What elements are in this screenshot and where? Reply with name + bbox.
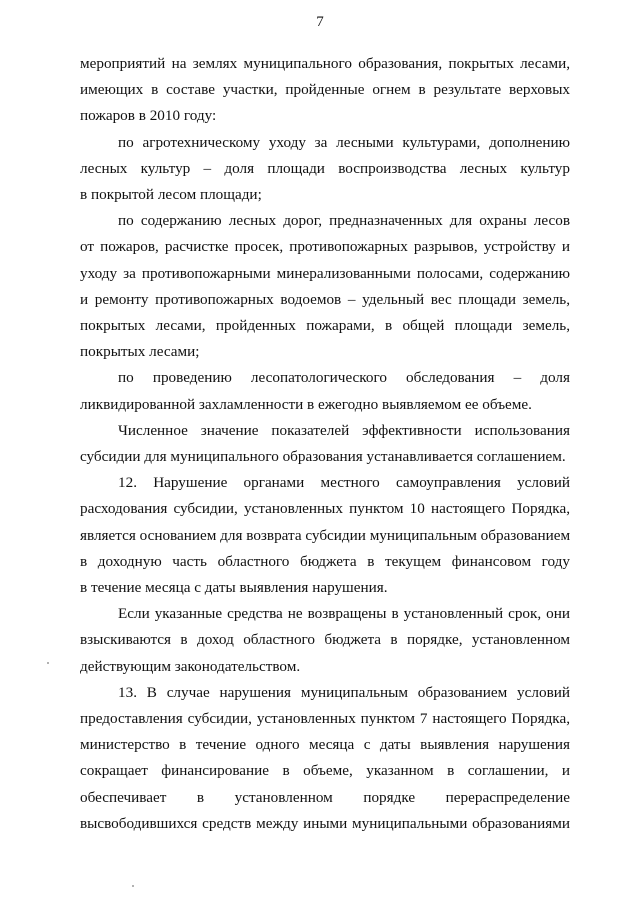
text-line: уходу за противопожарными минерализованными полосами, содержанию — [80, 264, 570, 282]
text-line: покрытых лесами, пройденных пожарами, в общей площади земель, — [80, 317, 570, 335]
text-line: по содержанию лесных дорог, предназначенных для охраны лесов — [118, 212, 570, 230]
text-line: и ремонту противопожарных водоемов – удельный вес площади земель, — [80, 290, 570, 308]
text-line: Численное значение показателей эффективности использования — [118, 421, 570, 439]
text-line: субсидии для муниципального образования устанавливается соглашением. — [80, 448, 566, 466]
text-line: Если указанные средства не возвращены в установленный срок, они — [118, 605, 570, 623]
text-line: по агротехническому уходу за лесными культурами, дополнению — [118, 133, 570, 151]
text-line: высвободившихся средств между иными муниципальными образованиями — [80, 814, 570, 832]
paragraph — [80, 470, 570, 601]
text-line: 13. В случае нарушения муниципальным образованием условий — [118, 683, 570, 701]
text-line: является основанием для возврата субсидии муниципальным образованием — [80, 526, 571, 544]
text-line: в доходную часть областного бюджета в текущем финансовом году — [80, 552, 570, 570]
text-line: расходования субсидии, установленных пунктом 10 настоящего Порядка, — [80, 500, 570, 518]
paragraph — [80, 365, 570, 417]
text-line: лесных культур – доля площади воспроизводства лесных культур — [80, 159, 570, 177]
text-line: в течение месяца с даты выявления нарушения. — [80, 579, 388, 597]
text-line: ликвидированной захламленности в ежегодно выявляемом ее объеме. — [80, 395, 532, 413]
text-line: сокращает финансирование в объеме, указанном в соглашении, и — [80, 762, 570, 780]
text-line: покрытых лесами; — [80, 343, 200, 361]
text-line: предоставления субсидии, установленных пунктом 7 настоящего Порядка, — [80, 710, 570, 728]
text-line: министерство в течение одного месяца с даты выявления нарушения — [80, 736, 570, 754]
text-line: имеющих в составе участки, пройденные огнем в результате верховых — [80, 81, 570, 99]
text-line: обеспечивает в установленном порядке перераспределение — [80, 788, 570, 806]
text-line: по проведению лесопатологического обследования – доля — [118, 369, 570, 387]
paragraph — [80, 418, 570, 470]
text-line: 12. Нарушение органами местного самоуправления условий — [118, 474, 570, 492]
page-number: 7 — [316, 14, 324, 30]
text-line: действующим законодательством. — [80, 657, 301, 675]
paragraph — [80, 680, 570, 837]
text-line: пожаров в 2010 году: — [80, 107, 217, 125]
scan-speck — [47, 662, 49, 664]
paragraph — [80, 51, 570, 130]
text-line: в покрытой лесом площади; — [80, 186, 262, 204]
scan-speck — [132, 885, 134, 887]
document-body — [80, 51, 570, 837]
text-line: взыскиваются в доход областного бюджета в порядке, установленном — [80, 631, 570, 649]
paragraph — [80, 208, 570, 365]
text-line: мероприятий на землях муниципального образования, покрытых лесами, — [80, 55, 570, 72]
text-line: от пожаров, расчистке просек, противопожарных разрывов, устройству и — [80, 238, 570, 256]
paragraph — [80, 601, 570, 680]
paragraph — [80, 130, 570, 209]
